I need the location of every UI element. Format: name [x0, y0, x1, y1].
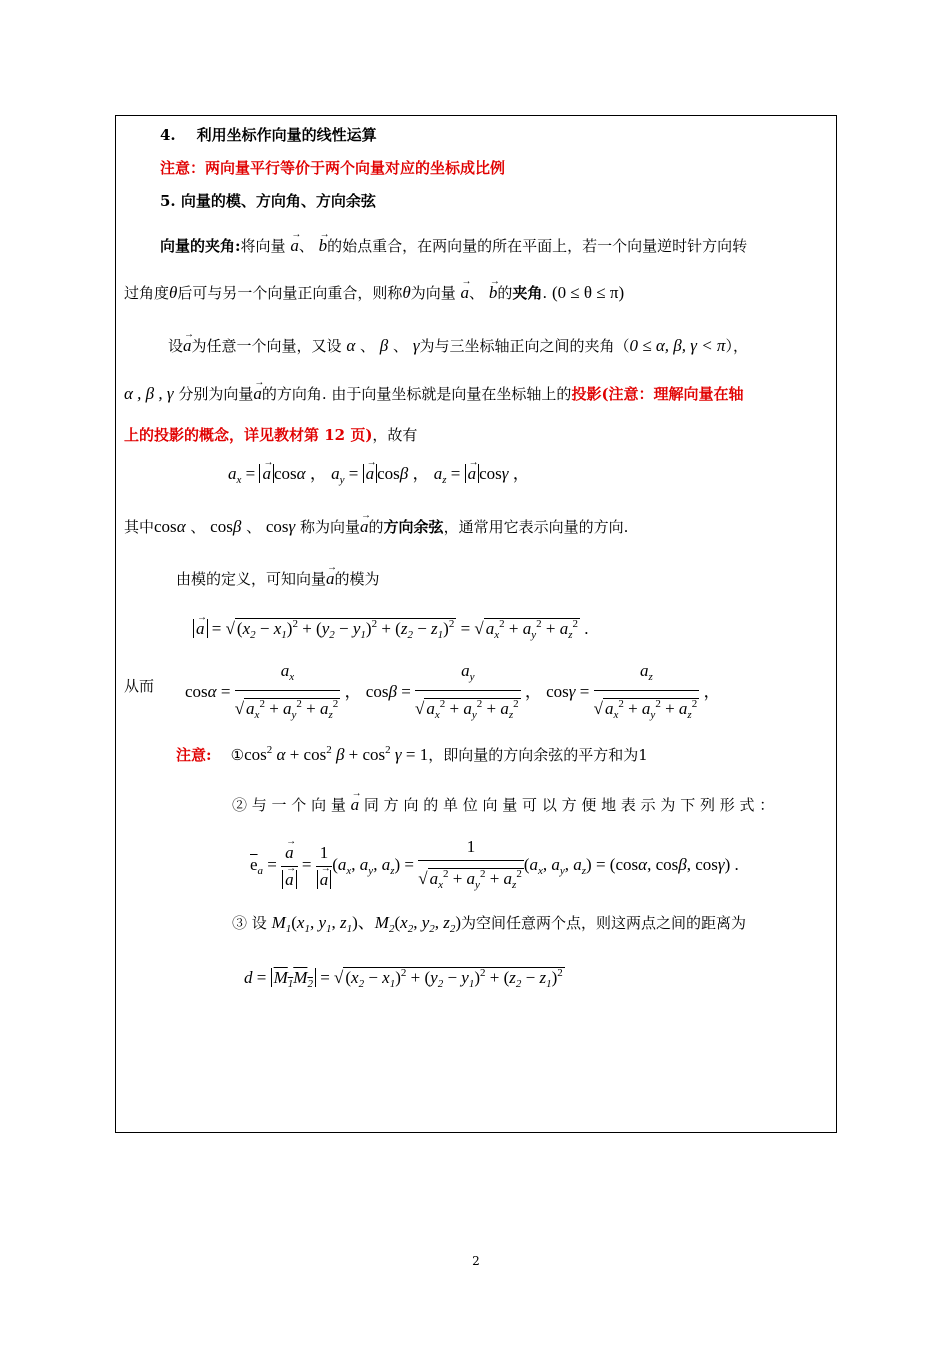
text: 同 方 向 的 单 位 向 量 可 以 方 便 地 表 示 为 下 列 形 式 ： [363, 796, 775, 814]
section-title: 向量的模、方向角、方向余弦 [180, 192, 376, 210]
text: 、 [469, 284, 485, 302]
text: ，故有 [372, 426, 418, 444]
direction-cosine-line: 其中cosα 、 cosβ 、 cosγ 称为向量→ a的方向余弦，通常用它表示向量的方向. [124, 517, 628, 537]
term-angle: 向量的夹角: [160, 237, 241, 255]
vector-a: → a [253, 384, 262, 404]
vector-a: → a [326, 569, 335, 589]
text: 后可与另一个向量正向重合，则称 [177, 284, 403, 302]
theta: θ [402, 283, 411, 302]
alpha-beta-gamma: α , β , γ [124, 384, 174, 403]
text: 为空间任意两个点，则这两点之间的距离为 [461, 914, 747, 932]
text: 为与三坐标轴正向之间的夹角（ [419, 337, 630, 355]
cos-square-sum: $\cos^2 \alpha + \cos^2 \beta + \cos^2 \gamma = 1$ [244, 744, 429, 764]
term-angle: 夹角 [512, 284, 543, 302]
term-direction-cosine: 方向余弦 [383, 518, 444, 536]
note-parallel: 注意：两向量平行等价于两个向量对应的坐标成比例 [160, 159, 506, 177]
projection-note: 投影(注意：理解向量在轴 [571, 385, 744, 403]
page-number: 2 [472, 1254, 480, 1268]
item-marker: ① [230, 746, 245, 764]
angle-range: 0 ≤ α, β, γ < π [629, 336, 726, 355]
section-4-heading [160, 125, 377, 145]
text: 分别为向量 [178, 385, 254, 403]
dir-angle-line2 [124, 384, 744, 404]
gamma: γ [412, 336, 420, 355]
vector-b: → b [319, 236, 328, 256]
cos-gamma: cosγ [265, 517, 296, 536]
thus-label: 从而 [124, 677, 155, 695]
modulus-intro [176, 569, 380, 589]
text: ，通常用它表示向量的方向. [443, 518, 629, 536]
section-5-heading [160, 191, 376, 211]
note-item-2 [232, 795, 774, 815]
text: 设 [168, 337, 184, 355]
note-item-1 [176, 740, 648, 765]
note-item-3 [232, 913, 746, 939]
text: ）， [725, 337, 748, 355]
vector-a: → a [461, 283, 470, 303]
vector-a: → a [290, 236, 299, 256]
component-formulas: $a_x$ = → a cosα ， $a_y$ = → a cosβ ， $a_z$ = → a cosγ ， [228, 464, 530, 490]
projection-note: 上的投影的概念，详见教材第 12 页) [124, 426, 373, 444]
vector-a: → a [183, 336, 192, 356]
angle-def-line1 [160, 236, 747, 256]
cos-alpha: cosα [154, 517, 186, 536]
text: 其中 [124, 518, 155, 536]
dir-angle-line3 [124, 425, 417, 445]
text: . [542, 284, 548, 302]
text: ，即向量的方向余弦的平方和为1 [428, 746, 648, 764]
cos-beta: cosβ [210, 517, 242, 536]
text: ③ 设 [232, 914, 267, 932]
angle-range: (0 ≤ θ ≤ π) [551, 283, 625, 302]
theta: θ [169, 283, 178, 302]
vector-a: → a [351, 795, 360, 815]
section-number: 5. [160, 192, 176, 210]
text: 的模为 [334, 570, 380, 588]
text: 为任意一个向量，又设 [191, 337, 342, 355]
section-number: 4. [160, 126, 176, 144]
note-label: 注意: [176, 746, 212, 764]
modulus-formula: → a = √ $(x_2 - x_1)^2 + (y_2 - y_1)^2 + (z_2 - z_1)^2$ = √ $a_x^2 + a_y^2 + a_z^2$ . [193, 614, 589, 645]
text: 的始点重合，在两向量的所在平面上，若一个向量逆时针方向转 [327, 237, 748, 255]
text: 的方向角. 由于向量坐标就是向量在坐标轴上的 [261, 385, 572, 403]
cosine-fractions: cosα = $\frac{a_x}{√ a_x^2 + a_y^2 + a_z^2}$ ， cosβ = $\frac{a_y}{√ a_x^2 + a_y^2 + a_z^2}$ ， cosγ = $\frac{a_z}{√ a_x^2 + a_y^2 + a_z^2}$ ， [185, 661, 721, 721]
dir-angle-line1: 设→ a为任意一个向量，又设 α 、 β 、 γ为与三坐标轴正向之间的夹角（0 ≤ α, β, γ < π）， [168, 336, 748, 356]
text: ② 与 一 个 向 量 [232, 796, 346, 814]
text: 、 [298, 237, 314, 255]
text: 的 [368, 518, 384, 536]
vector-a: → a [360, 517, 369, 537]
text: 过角度 [124, 284, 170, 302]
text: 将向量 [240, 237, 286, 255]
text: 称为向量 [300, 518, 361, 536]
distance-formula: $d = M_1M_2$ = √ $(x_2 - x_1)^2 + (y_2 - y_1)^2 + (z_2 - z_1)^2$ [244, 967, 563, 990]
vector-b: → b [489, 283, 498, 303]
text: 为向量 [410, 284, 456, 302]
alpha: α [346, 336, 356, 355]
text: 由模的定义，可知向量 [176, 570, 327, 588]
section-title: 利用坐标作向量的线性运算 [196, 126, 377, 144]
beta: β [379, 336, 389, 355]
angle-def-line2 [124, 283, 624, 303]
text: 的 [497, 284, 513, 302]
unit-vector-formula: $\overline{e}_a$ = → a → a = 1 → a ($a_x$, $a_y$, $a_z$) = $\frac{1}{√ a_x^2 + a_y^2 + a_z^2}$ ($a_x$, $a_y$, $a_z) = (\cos\alpha$, cosβ, cosγ) . [250, 836, 739, 896]
points-m1-m2: $M_1(x_1$, $y_1$, $z_1$)、$M_2(x_2$, $y_2$, $z_2$) [271, 913, 462, 935]
